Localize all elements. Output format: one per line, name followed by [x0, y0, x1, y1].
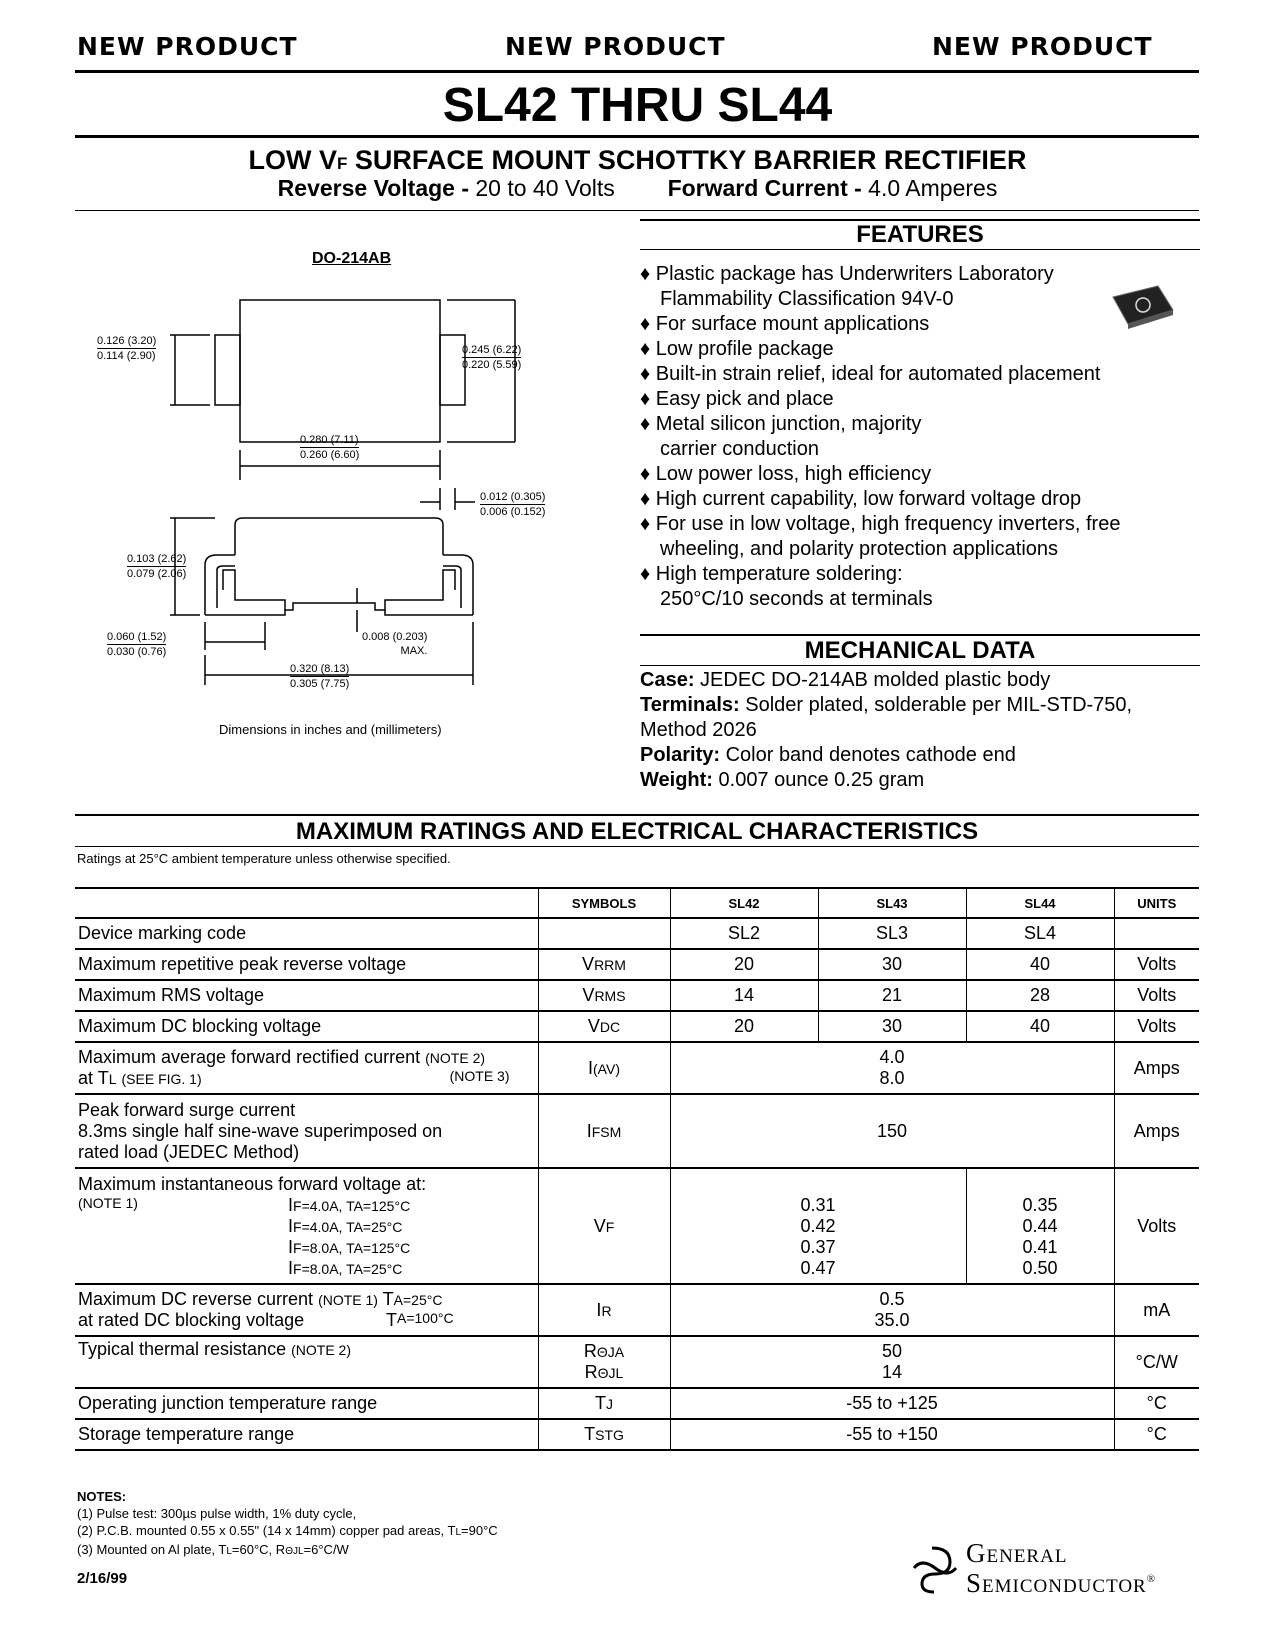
company-logo-line2: Semiconductor® [966, 1568, 1157, 1598]
rule-top [75, 70, 1199, 73]
table-row: Peak forward surge current 8.3ms single half sine-wave superimposed on rated load (JEDEC Method) IFSM 150 Amps [75, 1094, 1199, 1168]
table-row: Maximum repetitive peak reverse voltage VRRM 20 30 40 Volts [75, 949, 1199, 980]
banner-right: NEW PRODUCT [932, 32, 1153, 61]
dimensions-caption: Dimensions in inches and (millimeters) [219, 722, 442, 737]
features-list [640, 262, 1200, 612]
feature-item: ♦ Built-in strain relief, ideal for automated placement [640, 363, 1101, 385]
ratings-title: MAXIMUM RATINGS AND ELECTRICAL CHARACTERISTICS [295, 818, 979, 845]
table-header-row [75, 888, 1199, 918]
mech-case: Case: JEDEC DO-214AB molded plastic body [640, 669, 1051, 691]
ratings-table [75, 887, 1199, 1451]
dim-lead-height: 0.126 (3.20) 0.114 (2.90) [97, 335, 157, 362]
dim-lead-length: 0.060 (1.52) 0.030 (0.76) [107, 631, 167, 658]
features-title: FEATURES [856, 221, 984, 248]
feature-item: ♦ Low profile package [640, 338, 834, 360]
table-row: Typical thermal resistance (NOTE 2) RΘJA RΘJL 50 14 °C/W [75, 1336, 1199, 1388]
table-row: Operating junction temperature range TJ -55 to +125 °C [75, 1388, 1199, 1419]
dim-height: 0.103 (2.62) 0.079 (2.06) [127, 553, 187, 580]
dim-body-length: 0.280 (7.11) 0.260 (6.60) [300, 434, 360, 461]
revision-date: 2/16/99 [77, 1570, 128, 1587]
ratings-summary: Reverse Voltage - 20 to 40 Volts Forward Current - 4.0 Amperes [277, 175, 998, 201]
rule-ratings-bottom [75, 846, 1199, 847]
company-logo-line1: General [966, 1538, 1068, 1568]
banner-center: NEW PRODUCT [505, 32, 726, 61]
rule-title [75, 135, 1199, 138]
header-sl43: SL43 [818, 888, 966, 918]
rule-features-bottom [640, 249, 1200, 250]
rule-mech-top [640, 634, 1200, 636]
dim-standoff: 0.008 (0.203) MAX. [362, 631, 428, 657]
header-symbols: SYMBOLS [538, 888, 670, 918]
company-logo-icon [910, 1540, 960, 1596]
table-row: Maximum average forward rectified current (NOTE 2) at TL (SEE FIG. 1) (NOTE 3) I(AV) 4.0 8.0 Amps [75, 1042, 1199, 1094]
dim-lead-thickness: 0.012 (0.305) 0.006 (0.152) [480, 491, 546, 518]
feature-item: ♦ High temperature soldering: 250°C/10 seconds at terminals [640, 563, 933, 610]
mech-terminals: Terminals: Solder plated, solderable per MIL-STD-750, Method 2026 [640, 694, 1133, 741]
subtitle: LOW VF SURFACE MOUNT SCHOTTKY BARRIER RECTIFIER [248, 145, 1027, 175]
table-row: Device marking code SL2 SL3 SL4 [75, 918, 1199, 949]
mechanical-title: MECHANICAL DATA [804, 637, 1036, 664]
header-sl42: SL42 [670, 888, 818, 918]
dim-body-width: 0.245 (6.22) 0.220 (5.59) [462, 344, 522, 371]
package-name: DO-214AB [312, 250, 392, 267]
feature-item: ♦ Easy pick and place [640, 388, 834, 410]
mech-weight: Weight: 0.007 ounce 0.25 gram [640, 769, 925, 791]
feature-item: ♦ Plastic package has Underwriters Laboratory Flammability Classification 94V-0 [640, 263, 1054, 310]
mech-polarity: Polarity: Color band denotes cathode end [640, 744, 1016, 766]
page-title: SL42 THRU SL44 [442, 79, 833, 132]
table-row: Storage temperature range TSTG -55 to +150 °C [75, 1419, 1199, 1450]
rule-mech-bottom [640, 665, 1200, 666]
banner-left: NEW PRODUCT [77, 32, 298, 61]
feature-item: ♦ For use in low voltage, high frequency inverters, free wheeling, and polarity protection applications [640, 513, 1121, 560]
ratings-note: Ratings at 25°C ambient temperature unless otherwise specified. [77, 851, 451, 866]
table-row: Maximum DC blocking voltage VDC 20 30 40 Volts [75, 1011, 1199, 1042]
rule-sub [75, 210, 1199, 211]
table-row: Maximum DC reverse current (NOTE 1) TA=25°C at rated DC blocking voltage T A=100°C IR 0.5 35.0 mA [75, 1284, 1199, 1336]
header-units: UNITS [1114, 888, 1199, 918]
feature-item: ♦ High current capability, low forward voltage drop [640, 488, 1082, 510]
notes: NOTES: (1) Pulse test: 300µs pulse width, 1% duty cycle, (2) P.C.B. mounted 0.55 x 0.55" (14 x 14mm) copper pad areas, TL=90°C (3) Mounted on Al plate, TL=60°C, RΘJL=6°C/W [77, 1489, 498, 1557]
table-row: Maximum instantaneous forward voltage at: (NOTE 1) IF=4.0A, TA=125°C IF=4.0A, TA=25°C IF=8.0A, TA=125°C IF=8.0A, TA=25°C VF 0.31 0.42 0.37 0.47 0.35 0.44 0.41 0.50 Volts [75, 1168, 1199, 1284]
mechanical-data [640, 668, 1200, 793]
table-row: Maximum RMS voltage VRMS 14 21 28 Volts [75, 980, 1199, 1011]
feature-item: ♦ Low power loss, high efficiency [640, 463, 932, 485]
header-sl44: SL44 [966, 888, 1114, 918]
rule-ratings-top [75, 814, 1199, 816]
feature-item: ♦ For surface mount applications [640, 313, 930, 335]
dim-overall-length: 0.320 (8.13) 0.305 (7.75) [290, 663, 350, 690]
feature-item: ♦ Metal silicon junction, majority carrier conduction [640, 413, 922, 460]
